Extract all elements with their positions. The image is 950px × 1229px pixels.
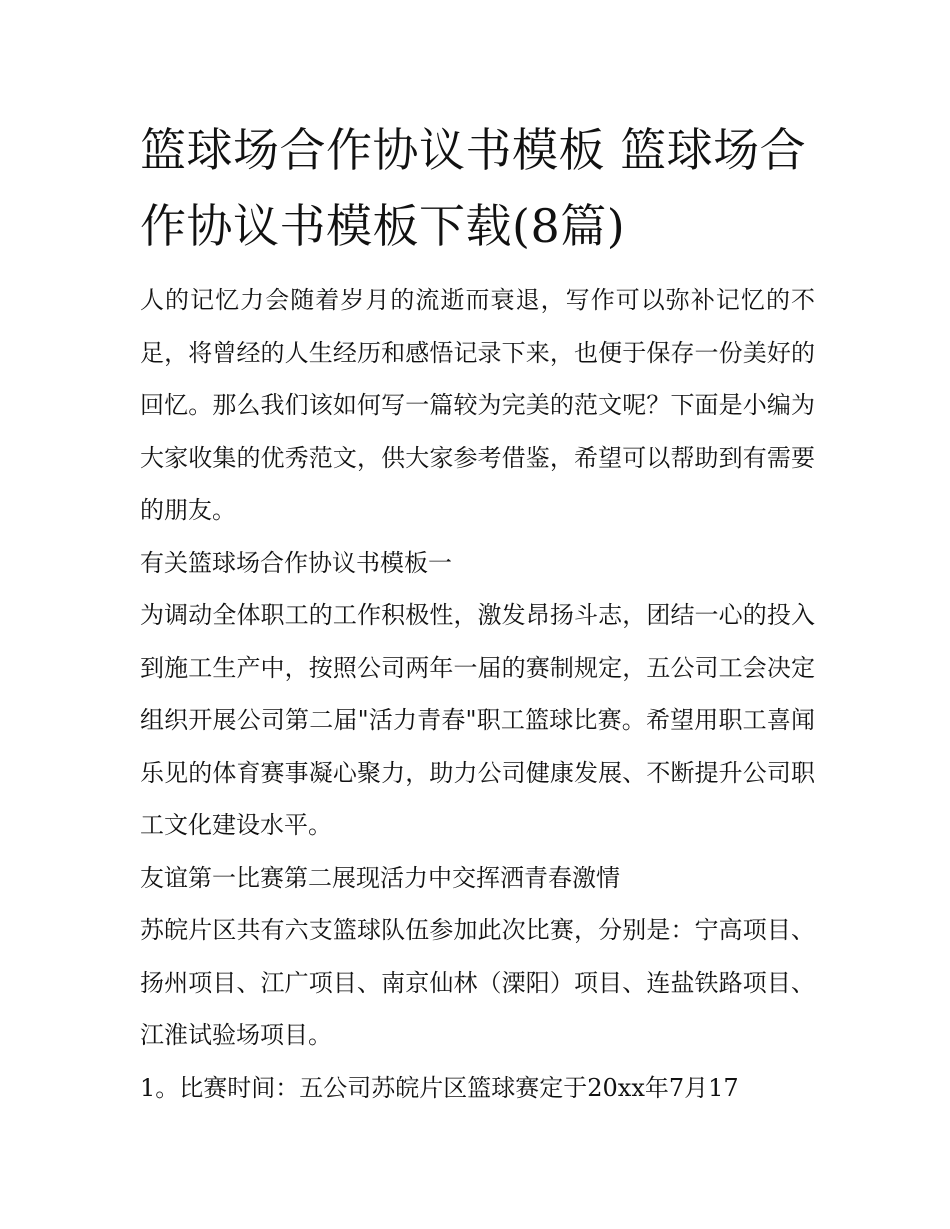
- section-heading: 有关篮球场合作协议书模板一: [140, 548, 452, 577]
- body-paragraph-1: 为调动全体职工的工作积极性，激发昂扬斗志，团结一心的投入到施工生产中，按照公司两年一届的赛制规定，五公司工会决定组织开展公司第二届"活力青春"职工篮球比赛。希望用职工喜闻乐见的体育赛事凝心聚力，助力公司健康发展、不断提升公司职工文化建设水平。: [140, 601, 815, 839]
- intro-paragraph: 人的记忆力会随着岁月的流逝而衰退，写作可以弥补记忆的不足，将曾经的人生经历和感悟记录下来，也便于保存一份美好的回忆。那么我们该如何写一篇较为完美的范文呢？下面是小编为大家收集的优秀范文，供大家参考借鉴，希望可以帮助到有需要的朋友。: [140, 286, 815, 524]
- document-title: 篮球场合作协议书模板 篮球场合作协议书模板下载(8篇): [140, 123, 807, 253]
- section-subheading: 友谊第一比赛第二展现活力中交挥洒青春激情: [140, 863, 620, 892]
- body-paragraph-2: 苏皖片区共有六支篮球队伍参加此次比赛，分别是：宁高项目、扬州项目、江广项目、南京仙林（溧阳）项目、连盐铁路项目、江淮试验场项目。: [140, 916, 815, 1049]
- document-page: [140, 112, 815, 1114]
- body-paragraph-3: 1。比赛时间：五公司苏皖片区篮球赛定于20xx年7月17: [140, 1073, 739, 1102]
